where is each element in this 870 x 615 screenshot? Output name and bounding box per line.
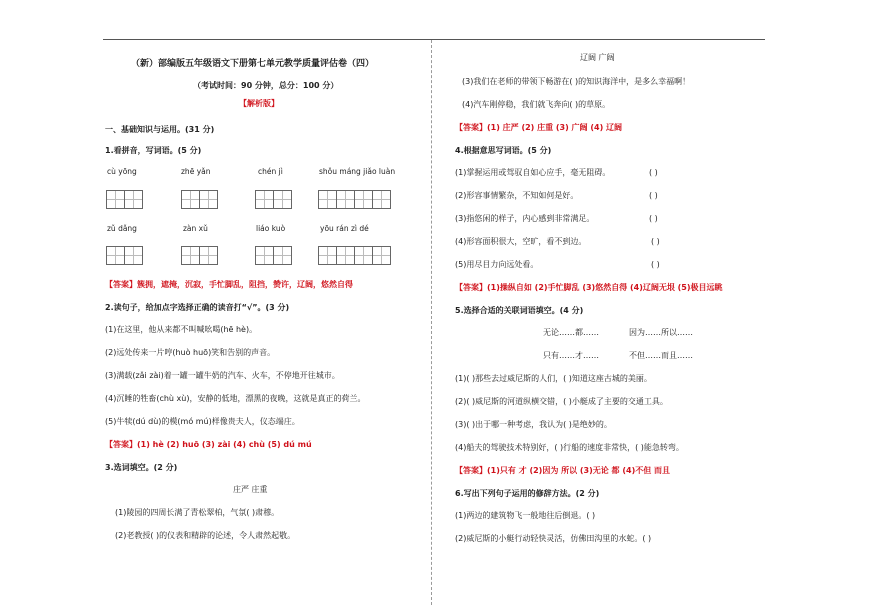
q5-option-3: 只有……才…… — [543, 351, 599, 360]
q3-word-options-b: 辽阔 广阔 — [580, 53, 615, 62]
exam-title: （新）部编版五年级语文下册第七单元教学质量评估卷（四） — [131, 59, 375, 69]
q6-line-1: (1)两边的建筑物飞一般地往后倒退。( ) — [455, 511, 596, 520]
q5-line-4: (4)船夫的驾驶技术特别好，( )行船的速度非常快，( )能急转弯。 — [455, 443, 684, 452]
pinyin-8: yōu rán zì dé — [320, 224, 369, 233]
q3-answer: 【答案】(1) 庄严 (2) 庄重 (3) 广阔 (4) 辽阔 — [455, 123, 623, 132]
pinyin-3: chén jì — [258, 167, 283, 176]
pinyin-6: zàn xǔ — [183, 224, 208, 233]
q4-blank-1[interactable]: ( ) — [649, 168, 658, 177]
pinyin-2: zhē yǎn — [181, 167, 211, 176]
q2-title: 2.读句子，给加点字选择正确的读音打“√”。(3 分) — [105, 303, 290, 312]
answer-grid-6[interactable] — [181, 246, 217, 265]
q5-title: 5.选择合适的关联词语填空。(4 分) — [455, 306, 584, 315]
q3-line-3: (3)我们在老师的带领下畅游在( )的知识海洋中，是多么幸福啊！ — [462, 77, 691, 86]
q5-answer: 【答案】(1)只有 才 (2)因为 所以 (3)无论 都 (4)不但 而且 — [455, 466, 671, 475]
q4-line-3: (3)指悠闲的样子，内心感到非常满足。 — [455, 214, 595, 223]
q4-answer: 【答案】(1)操纵自如 (2)手忙脚乱 (3)悠然自得 (4)辽阔无垠 (5)极目远眺 — [455, 283, 723, 292]
answer-grid-8[interactable] — [318, 246, 390, 265]
q4-blank-5[interactable]: ( ) — [651, 260, 660, 269]
q4-blank-4[interactable]: ( ) — [651, 237, 660, 246]
q2-line-5: (5)牛犊(dú dù)的模(mó mú)样像贵夫人，仪态端庄。 — [105, 417, 300, 426]
q4-line-5: (5)用尽目力向远处看。 — [455, 260, 539, 269]
q4-title: 4.根据意思写词语。(5 分) — [455, 146, 552, 155]
q5-option-1: 无论……都…… — [543, 328, 599, 337]
q4-line-4: (4)形容面积很大，空旷，看不到边。 — [455, 237, 587, 246]
pinyin-4: shǒu máng jiǎo luàn — [319, 167, 396, 176]
pinyin-5: zǔ dǎng — [107, 224, 137, 233]
q1-answer: 【答案】簇拥，遮掩，沉寂，手忙脚乱，阻挡，赞许，辽阔，悠然自得 — [105, 280, 353, 289]
answer-grid-4[interactable] — [318, 190, 390, 209]
q5-line-2: (2)( )威尼斯的河道纵横交错，( )小艇成了主要的交通工具。 — [455, 397, 668, 406]
q5-option-2: 因为……所以…… — [629, 328, 693, 337]
q2-line-3: (3)满载(zǎi zài)着一罐一罐牛奶的汽车、火车，不停地开往城市。 — [105, 371, 340, 380]
q3-title: 3.选词填空。(2 分) — [105, 463, 178, 472]
column-divider — [431, 40, 432, 605]
q2-line-2: (2)远处传来一片哼(huò huō)笑和告别的声音。 — [105, 348, 276, 357]
q3-line-4: (4)汽车刚停稳，我们就飞奔向( )的草原。 — [462, 100, 611, 109]
q5-line-3: (3)( )出于哪一种考虑，我认为( )是绝妙的。 — [455, 420, 612, 429]
q2-line-4: (4)沉睡的牲畜(chù xù)，安静的低地，漂黑的夜晚，这就是真正的荷兰。 — [105, 394, 366, 403]
q5-option-4: 不但……而且…… — [629, 351, 693, 360]
q3-word-options-a: 庄严 庄重 — [233, 485, 268, 494]
section-1-heading: 一、基础知识与运用。(31 分) — [105, 125, 215, 134]
q5-line-1: (1)( )那些去过威尼斯的人们，( )知道这座古城的美丽。 — [455, 374, 652, 383]
exam-subtitle: （考试时间：90 分钟，总分：100 分） — [193, 81, 339, 90]
pinyin-7: liáo kuò — [256, 224, 286, 233]
header-rule — [103, 39, 765, 40]
q6-title: 6.写出下列句子运用的修辞方法。(2 分) — [455, 489, 600, 498]
answer-grid-1[interactable] — [106, 190, 142, 209]
q6-line-2: (2)威尼斯的小艇行动轻快灵活，仿佛田沟里的水蛇。( ) — [455, 534, 652, 543]
answer-grid-2[interactable] — [181, 190, 217, 209]
answer-grid-7[interactable] — [255, 246, 291, 265]
q3-line-1: (1)陵园的四周长满了青松翠柏，气氛( )肃穆。 — [115, 508, 280, 517]
q4-line-2: (2)形容事情繁杂，不知如何是好。 — [455, 191, 579, 200]
pinyin-1: cù yōng — [107, 167, 137, 176]
q2-answer: 【答案】(1) hè (2) huō (3) zài (4) chù (5) dú mú — [105, 440, 312, 449]
q4-blank-2[interactable]: ( ) — [649, 191, 658, 200]
q2-line-1: (1)在这里，他从来都不叫喊吆喝(hē hè)。 — [105, 325, 258, 334]
edition-label: 【解析版】 — [239, 99, 279, 108]
answer-grid-5[interactable] — [106, 246, 142, 265]
q4-line-1: (1)掌握运用或驾驭自如心应手，毫无阻碍。 — [455, 168, 611, 177]
q4-blank-3[interactable]: ( ) — [649, 214, 658, 223]
q1-title: 1.看拼音，写词语。(5 分) — [105, 146, 202, 155]
q3-line-2: (2)老教授( )的仪表和精辟的论述，令人肃然起敬。 — [115, 531, 296, 540]
answer-grid-3[interactable] — [255, 190, 291, 209]
